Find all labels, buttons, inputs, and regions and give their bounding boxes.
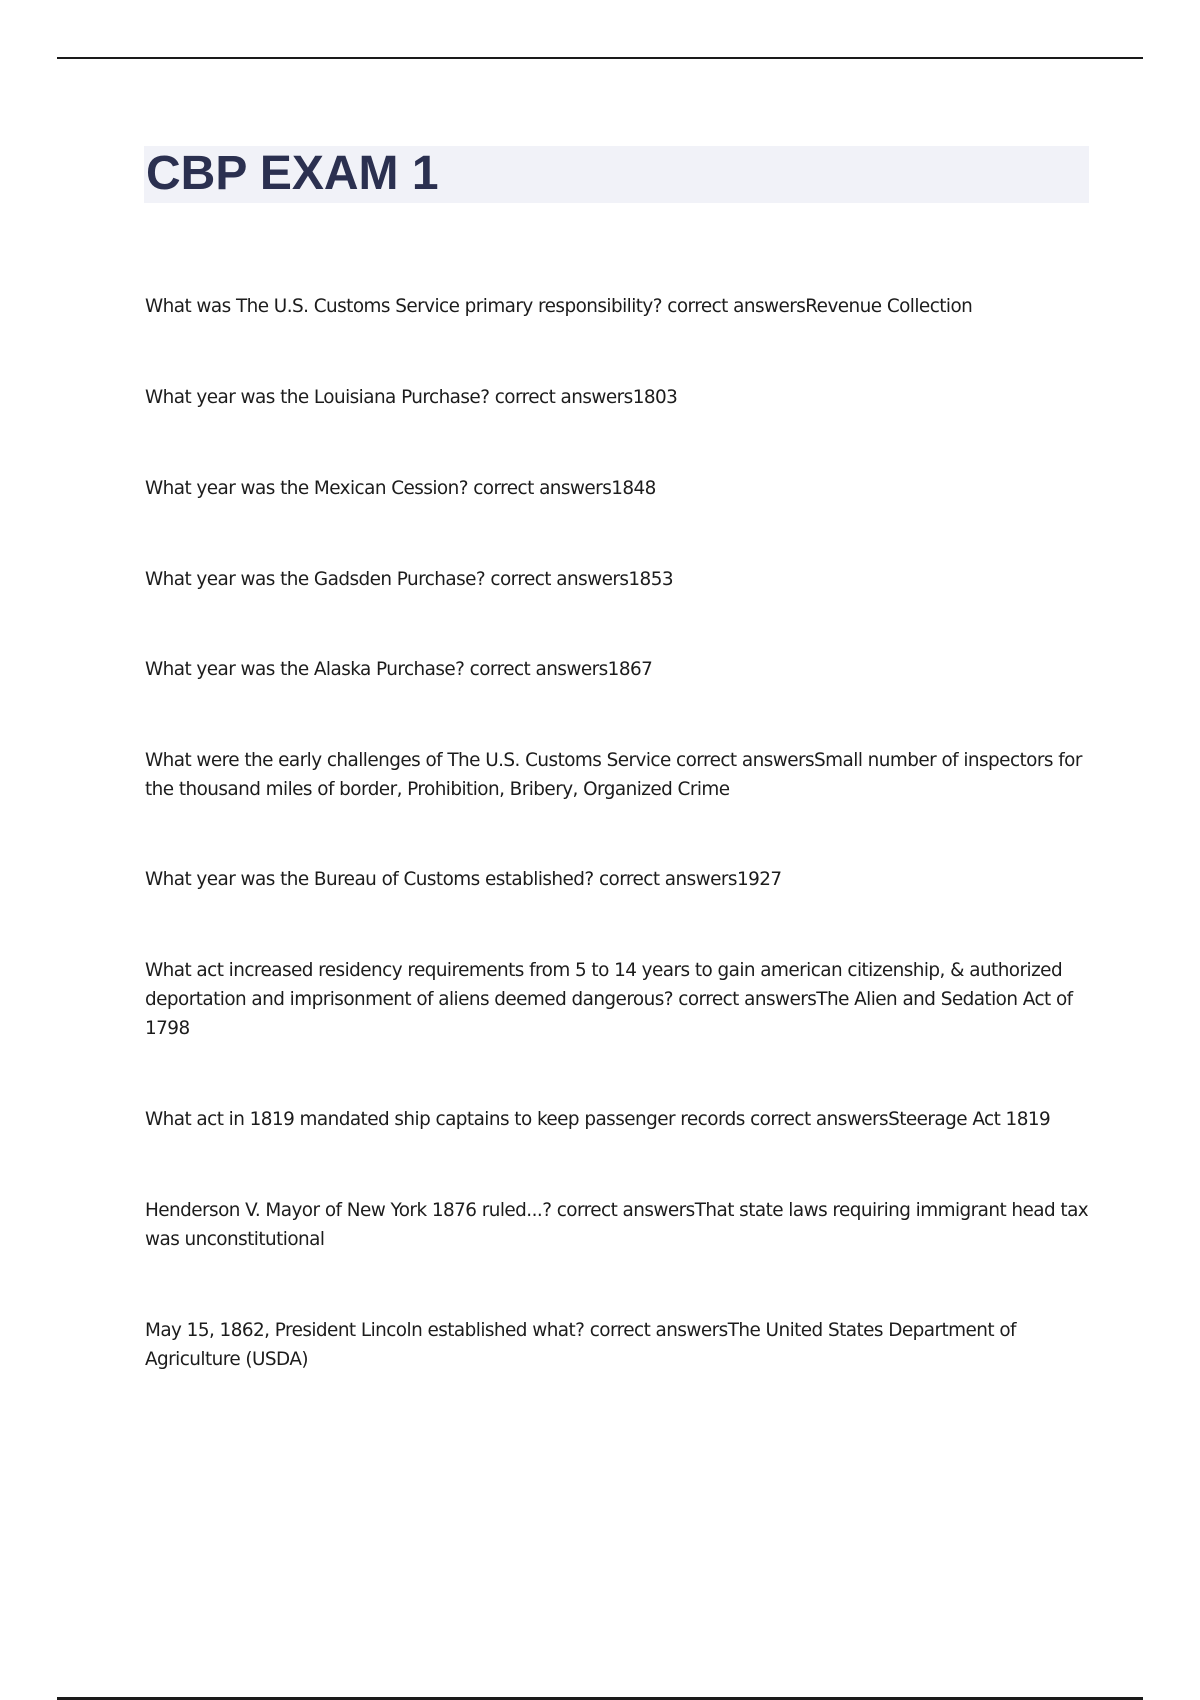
qa-item [145, 956, 1090, 1043]
answer-marker: correct answers [598, 869, 737, 890]
answer-marker: correct answers [667, 296, 806, 317]
answer-marker: correct answers [556, 1200, 695, 1221]
answer-marker: correct answers [750, 1109, 889, 1130]
answer-marker: correct answers [469, 659, 608, 680]
question-text: What year was the Bureau of Customs established? [145, 869, 594, 890]
answer-text: Small number of inspectors for the thousand miles of border, Prohibition, Bribery, Organized Crime [145, 750, 1082, 800]
qa-item [145, 1316, 1090, 1374]
question-text: What year was the Mexican Cession? [145, 478, 468, 499]
question-text: What year was the Alaska Purchase? [145, 659, 465, 680]
answer-marker: correct answers [678, 989, 817, 1010]
answer-text: That state laws requiring immigrant head tax was unconstitutional [145, 1200, 1089, 1250]
answer-marker: correct answers [494, 387, 633, 408]
qa-item [145, 655, 1090, 684]
qa-item [145, 865, 1090, 894]
qa-item [145, 1105, 1090, 1134]
answer-marker: correct answers [676, 750, 815, 771]
answer-text: 1927 [736, 869, 782, 890]
qa-item [145, 474, 1090, 503]
question-text: What act in 1819 mandated ship captains to keep passenger records [145, 1109, 745, 1130]
answer-text: Steerage Act 1819 [888, 1109, 1051, 1130]
page-title: CBP EXAM 1 [146, 147, 439, 200]
answer-marker: correct answers [589, 1320, 728, 1341]
top-rule [57, 57, 1143, 59]
qa-item [145, 383, 1090, 412]
answer-text: 1848 [611, 478, 656, 499]
answer-text: 1853 [628, 569, 674, 590]
answer-text: 1867 [607, 659, 653, 680]
answer-marker: correct answers [490, 569, 629, 590]
answer-text: The Alien and Sedation Act of 1798 [145, 989, 1073, 1039]
question-text: Henderson V. Mayor of New York 1876 ruled...? [145, 1200, 552, 1221]
question-text: What year was the Gadsden Purchase? [145, 569, 486, 590]
answer-marker: correct answers [473, 478, 612, 499]
qa-item [145, 292, 1090, 321]
question-text: May 15, 1862, President Lincoln established what? [145, 1320, 585, 1341]
question-text: What year was the Louisiana Purchase? [145, 387, 490, 408]
qa-item [145, 1196, 1090, 1254]
answer-text: Revenue Collection [805, 296, 973, 317]
answer-text: 1803 [632, 387, 678, 408]
answer-text: The United States Department of Agriculture (USDA) [145, 1320, 1016, 1370]
question-text: What was The U.S. Customs Service primary responsibility? [145, 296, 662, 317]
qa-item [145, 746, 1090, 804]
qa-item [145, 565, 1090, 594]
question-text: What act increased residency requirements from 5 to 14 years to gain american citizenship, & authorized deportation and imprisonment of aliens deemed dangerous? [145, 960, 1063, 1010]
question-text: What were the early challenges of The U.S. Customs Service [145, 750, 671, 771]
